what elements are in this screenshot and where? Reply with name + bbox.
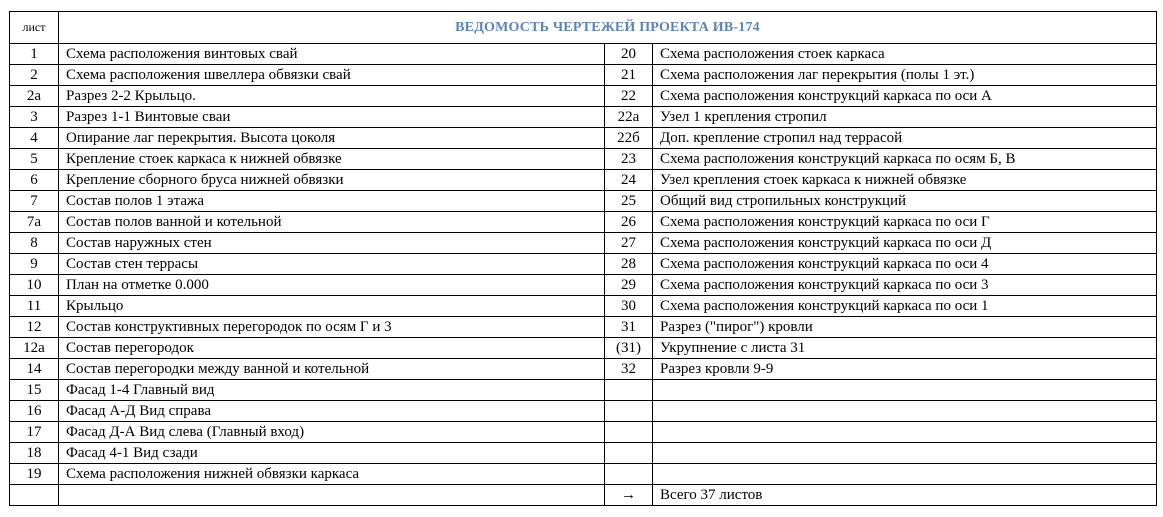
left-sheet-number: 15 [10, 380, 59, 401]
right-sheet-title: Разрез ("пирог") кровли [653, 317, 1157, 338]
right-sheet-title [653, 422, 1157, 443]
right-sheet-title: Схема расположения конструкций каркаса по оси А [653, 86, 1157, 107]
right-sheet-number: 22а [605, 107, 653, 128]
right-sheet-title: Схема расположения конструкций каркаса по оси Д [653, 233, 1157, 254]
left-sheet-number: 5 [10, 149, 59, 170]
right-sheet-title: Схема расположения конструкций каркаса по оси 4 [653, 254, 1157, 275]
table-row [10, 338, 1157, 359]
left-sheet-title: Состав наружных стен [59, 233, 605, 254]
right-sheet-number: 22 [605, 86, 653, 107]
right-sheet-number: 28 [605, 254, 653, 275]
table-row [10, 44, 1157, 65]
left-sheet-title: Опирание лаг перекрытия. Высота цоколя [59, 128, 605, 149]
right-sheet-title: Схема расположения стоек каркаса [653, 44, 1157, 65]
right-sheet-title: Схема расположения конструкций каркаса по оси 3 [653, 275, 1157, 296]
left-sheet-number: 9 [10, 254, 59, 275]
right-sheet-number: 25 [605, 191, 653, 212]
right-sheet-number: → [605, 485, 653, 506]
right-sheet-title: Укрупнение с листа 31 [653, 338, 1157, 359]
left-sheet-number: 6 [10, 170, 59, 191]
table-row [10, 317, 1157, 338]
left-sheet-title: Разрез 1-1 Винтовые сваи [59, 107, 605, 128]
right-sheet-title [653, 380, 1157, 401]
table-row [10, 212, 1157, 233]
right-sheet-number: 27 [605, 233, 653, 254]
right-sheet-number: 32 [605, 359, 653, 380]
table-row [10, 86, 1157, 107]
table-row [10, 107, 1157, 128]
left-sheet-number: 12 [10, 317, 59, 338]
left-sheet-number: 10 [10, 275, 59, 296]
right-sheet-number [605, 464, 653, 485]
right-sheet-title: Общий вид стропильных конструкций [653, 191, 1157, 212]
left-sheet-title: Фасад 4-1 Вид сзади [59, 443, 605, 464]
right-sheet-number [605, 380, 653, 401]
left-sheet-title: Крыльцо [59, 296, 605, 317]
table-row [10, 464, 1157, 485]
left-sheet-number: 4 [10, 128, 59, 149]
right-sheet-number [605, 401, 653, 422]
table-row [10, 191, 1157, 212]
table-row [10, 296, 1157, 317]
left-sheet-number: 12а [10, 338, 59, 359]
right-sheet-title: Доп. крепление стропил над террасой [653, 128, 1157, 149]
left-sheet-number: 1 [10, 44, 59, 65]
left-sheet-number: 7 [10, 191, 59, 212]
drawings-register-table [9, 11, 1157, 506]
table-row [10, 65, 1157, 86]
left-sheet-number: 11 [10, 296, 59, 317]
left-sheet-number: 7а [10, 212, 59, 233]
left-sheet-number: 14 [10, 359, 59, 380]
right-sheet-number: 21 [605, 65, 653, 86]
table-row [10, 380, 1157, 401]
left-sheet-number: 3 [10, 107, 59, 128]
table-row [10, 233, 1157, 254]
left-sheet-title: Состав стен террасы [59, 254, 605, 275]
right-sheet-number: 23 [605, 149, 653, 170]
right-sheet-number: (31) [605, 338, 653, 359]
table-row [10, 443, 1157, 464]
left-sheet-title: Фасад 1-4 Главный вид [59, 380, 605, 401]
left-sheet-title: Состав перегородки между ванной и котельной [59, 359, 605, 380]
right-sheet-number [605, 422, 653, 443]
right-sheet-title: Схема расположения конструкций каркаса по оси 1 [653, 296, 1157, 317]
left-sheet-title: Крепление стоек каркаса к нижней обвязке [59, 149, 605, 170]
left-sheet-title [59, 485, 605, 506]
table-row [10, 170, 1157, 191]
left-sheet-title: План на отметке 0.000 [59, 275, 605, 296]
right-sheet-title [653, 464, 1157, 485]
left-sheet-title: Состав полов 1 этажа [59, 191, 605, 212]
left-sheet-number: 18 [10, 443, 59, 464]
right-sheet-title: Схема расположения конструкций каркаса по осям Б, В [653, 149, 1157, 170]
left-sheet-title: Схема расположения швеллера обвязки свай [59, 65, 605, 86]
table-row [10, 254, 1157, 275]
left-sheet-title: Состав полов ванной и котельной [59, 212, 605, 233]
table-row [10, 401, 1157, 422]
register-title: ВЕДОМОСТЬ ЧЕРТЕЖЕЙ ПРОЕКТА ИВ-174 [59, 12, 1157, 44]
right-sheet-number: 29 [605, 275, 653, 296]
right-sheet-title: Узел крепления стоек каркаса к нижней обвязке [653, 170, 1157, 191]
left-sheet-number: 17 [10, 422, 59, 443]
left-sheet-number: 8 [10, 233, 59, 254]
left-sheet-number: 2 [10, 65, 59, 86]
right-sheet-title: Схема расположения конструкций каркаса по оси Г [653, 212, 1157, 233]
header-row [10, 12, 1157, 44]
table-row [10, 128, 1157, 149]
left-sheet-title: Крепление сборного бруса нижней обвязки [59, 170, 605, 191]
table-row [10, 485, 1157, 506]
left-sheet-number [10, 485, 59, 506]
left-sheet-title: Фасад Д-А Вид слева (Главный вход) [59, 422, 605, 443]
table-row [10, 422, 1157, 443]
left-sheet-title: Схема расположения нижней обвязки каркаса [59, 464, 605, 485]
right-sheet-title [653, 401, 1157, 422]
right-sheet-number: 26 [605, 212, 653, 233]
sheet-column-header: лист [10, 12, 59, 44]
table-row [10, 275, 1157, 296]
left-sheet-title: Разрез 2-2 Крыльцо. [59, 86, 605, 107]
right-sheet-number: 30 [605, 296, 653, 317]
left-sheet-title: Схема расположения винтовых свай [59, 44, 605, 65]
right-sheet-title: Разрез кровли 9-9 [653, 359, 1157, 380]
right-sheet-title [653, 443, 1157, 464]
right-sheet-title: Схема расположения лаг перекрытия (полы 1 эт.) [653, 65, 1157, 86]
right-sheet-number: 22б [605, 128, 653, 149]
right-sheet-title: Всего 37 листов [653, 485, 1157, 506]
right-sheet-number: 31 [605, 317, 653, 338]
left-sheet-title: Состав перегородок [59, 338, 605, 359]
left-sheet-title: Фасад А-Д Вид справа [59, 401, 605, 422]
left-sheet-number: 19 [10, 464, 59, 485]
left-sheet-title: Состав конструктивных перегородок по осям Г и 3 [59, 317, 605, 338]
left-sheet-number: 2а [10, 86, 59, 107]
right-sheet-number [605, 443, 653, 464]
right-sheet-title: Узел 1 крепления стропил [653, 107, 1157, 128]
right-sheet-number: 24 [605, 170, 653, 191]
table-row [10, 359, 1157, 380]
table-row [10, 149, 1157, 170]
right-sheet-number: 20 [605, 44, 653, 65]
left-sheet-number: 16 [10, 401, 59, 422]
